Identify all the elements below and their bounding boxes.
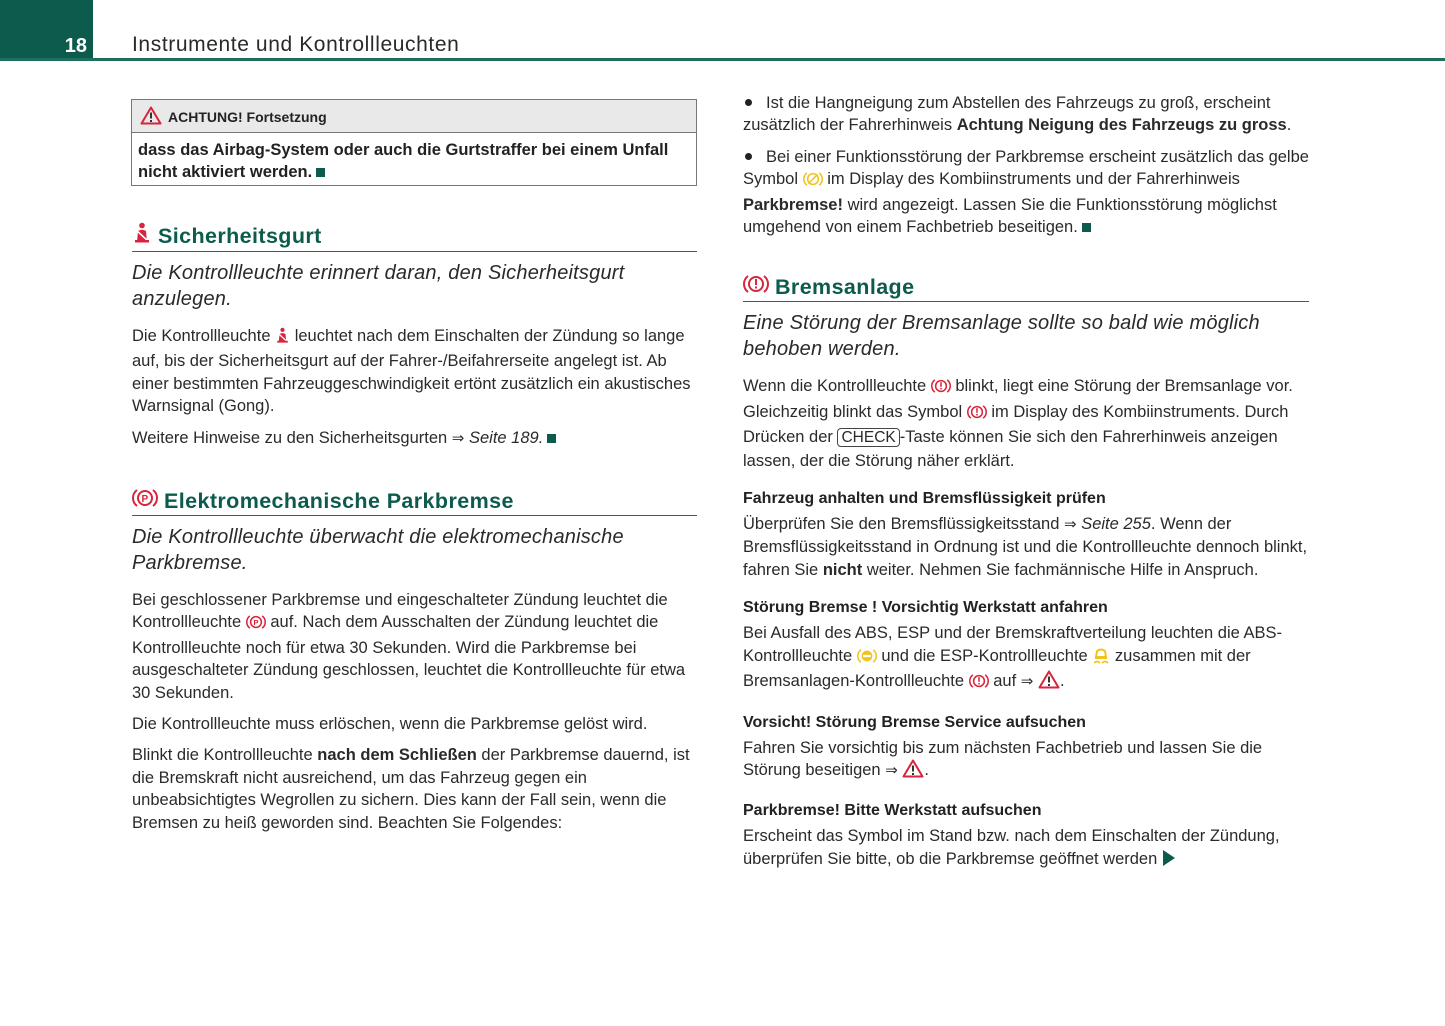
end-marker [547,434,556,443]
text: Blinkt die Kontrollleuchte [132,746,313,765]
esp-warning-icon [1092,646,1110,670]
text: Bei einer Funktionsstörung der Parkbremse erscheint zusätzlich das gelbe Symbol [743,147,1309,189]
warning-box-body [132,133,696,185]
warning-box-header [132,100,696,133]
subheading: Störung Bremse ! Vorsichtig Werkstatt anfahren [743,599,1108,617]
text: auf. Nach dem Ausschalten der Zündung leuchtet die Kontrollleuchte noch für etwa 30 Sekunden. Wird die Parkbremse bei ausgeschalteter Zündung geschlossen, leuchtet die Kontrollleuchte für etwa 30 Sekunden. [132,613,686,702]
cross-reference-arrow: ⇒ [885,761,898,779]
text: . Wenn der Bremsflüssigkeitsstand in Ordnung ist und die Kontrollleuchte dennoch blinkt, fahren Sie [743,515,1308,579]
text: im Display des Kombiinstruments. Durch Drücken der [743,402,1289,447]
header-rule [0,58,1445,61]
section-heading-seatbelt [132,222,697,252]
warning-box-text: dass das Airbag-System oder auch die Gurtstraffer bei einem Unfall nicht aktiviert werden. [138,141,669,181]
text: leuchtet nach dem Einschalten der Zündung so lange auf, bis der Sicherheitsgurt auf der Fahrer-/Beifahrerseite angelegt ist. Ab einer bestimmten Fahrzeuggeschwindigkeit ertönt zusätzlich ein akustisches Warnsignal (Gong). [132,327,691,416]
section-lead: Die Kontrollleuchte erinnert daran, den Sicherheitsgurt anzulegen. [132,262,625,310]
paragraph [132,325,697,418]
text: und die ESP-Kontrollleuchte [881,646,1088,665]
paragraph [743,513,1309,581]
section-heading-brake-system [743,274,1309,302]
brake-system-icon [967,404,987,426]
section-title: Sicherheitsgurt [158,223,322,248]
text: . [1286,116,1292,135]
subheading: Parkbremse! Bitte Werkstatt aufsuchen [743,802,1042,820]
seatbelt-warning-icon [132,222,152,250]
bullet-item [743,92,1309,137]
subheading: Fahrzeug anhalten und Bremsflüssigkeit prüfen [743,490,1106,508]
bullet-item [743,146,1309,239]
section-heading-parking-brake [132,488,697,516]
bullet-icon [745,153,752,160]
page-reference-link[interactable]: Seite 255 [1081,515,1151,534]
section-lead: Die Kontrollleuchte überwacht die elektromechanische Parkbremse. [132,526,624,575]
parking-brake-icon [132,488,158,514]
section-lead: Eine Störung der Bremsanlage sollte so bald wie möglich behoben werden. [743,312,1260,361]
end-marker [1082,223,1091,232]
brake-system-icon [969,673,989,695]
text: -Taste können Sie sich den Fahrerhinweis anzeigen lassen, der die Störung näher erklärt. [743,428,1278,470]
cross-reference-arrow: ⇒ [451,429,465,447]
text: Die Kontrollleuchte [132,327,271,345]
warning-box [131,99,697,186]
paragraph [743,375,1309,472]
brake-system-icon [931,378,951,400]
abs-warning-icon [857,648,877,670]
text: wird angezeigt. Lassen Sie die Funktionsstörung möglichst umgehend von einem Fachbetrieb beseitigen. [743,195,1277,237]
text: weiter. Nehmen Sie fachmännische Hilfe in Anspruch. [866,560,1259,579]
emphasis: Achtung Neigung des Fahrzeugs zu gross [956,116,1287,135]
section-title: Elektromechanische Parkbremse [164,488,514,513]
brake-system-icon [743,274,769,300]
text: zusammen mit der Bremsanlagen-Kontrollleuchte [743,646,1251,691]
warning-box-title: ACHTUNG! Fortsetzung [168,109,327,125]
warning-triangle-icon[interactable] [1038,670,1060,695]
text: Erscheint das Symbol im Stand bzw. nach dem Einschalten der Zündung, überprüfen Sie bitte, ob die Parkbremse geöffnet werden [743,827,1280,868]
svg-text:P: P [141,494,149,506]
text: Bei Ausfall des ABS, ESP und der Bremskraftverteilung leuchten die ABS-Kontrollleuchte [743,624,1282,665]
page-number: 18 [64,35,87,57]
subheading: Vorsicht! Störung Bremse Service aufsuchen [743,713,1086,731]
paragraph: Fahren Sie vorsichtig bis zum nächsten Fachbetrieb und lassen Sie die Störung beseitigen ⇒ . [743,737,1309,785]
right-column [743,92,1309,870]
cross-reference-arrow: ⇒ [1064,516,1077,534]
left-column [132,99,697,834]
parking-brake-icon [246,614,266,636]
text: Wenn die Kontrollleuchte [743,377,927,396]
text: Bei geschlossener Parkbremse und eingeschalteter Zündung leuchtet die Kontrollleuchte [132,591,668,632]
warning-triangle-icon[interactable] [902,759,924,784]
paragraph [132,589,697,704]
emphasis: Parkbremse! [743,195,843,214]
text: auf [993,672,1017,691]
paragraph [132,744,697,834]
end-marker [316,168,325,177]
check-key-label: CHECK [837,428,899,447]
page-reference-link[interactable]: Seite 189. [468,428,544,447]
cross-reference-arrow: ⇒ [1020,673,1034,691]
svg-text:P: P [253,618,259,628]
text: im Display des Kombiinstruments und der Fahrerhinweis [827,170,1240,189]
text: Weitere Hinweise zu den Sicherheitsgurten [132,428,448,447]
seatbelt-warning-icon [275,327,290,350]
text: blinkt, liegt eine Störung der Bremsanlage vor. Gleichzeitig blinkt das Symbol [743,377,1293,421]
paragraph: Bei Ausfall des ABS, ESP und der Bremskraftverteilung leuchten die ABS-Kontrollleuchte und die ESP-Kontrollleuchte zusammen mit der Bremsanlagen-Kontrollleuchte auf ⇒ . [743,622,1309,695]
paragraph [132,427,697,450]
paragraph: Die Kontrollleuchte muss erlöschen, wenn die Parkbremse gelöst wird. [132,715,648,734]
text: Fahren Sie vorsichtig bis zum nächsten Fachbetrieb und lassen Sie die Störung beseitigen [743,738,1263,779]
warning-triangle-icon [140,106,162,128]
continue-next-page-icon[interactable] [1163,850,1175,866]
emphasis: nicht [822,560,863,579]
page-title: Instrumente und Kontrollleuchten [132,33,460,56]
paragraph [743,825,1309,870]
bullet-icon [745,99,752,106]
text: der Parkbremse dauernd, ist die Bremskraft nicht ausreichend, um das Fahrzeug gegen ein unbeabsichtigtes Wegrollen zu sichern. Dies kann der Fall sein, wenn die Bremsen zu heiß geworden sind. Beachten Sie Folgendes: [132,746,690,832]
parking-brake-fault-icon [803,171,823,193]
text: Ist die Hangneigung zum Abstellen des Fahrzeugs zu groß, erscheint zusätzlich der Fahrerhinweis [743,94,1271,135]
section-title: Bremsanlage [775,274,915,299]
emphasis: nach dem Schließen [317,746,477,765]
text: Überprüfen Sie den Bremsflüssigkeitsstand [743,515,1060,534]
